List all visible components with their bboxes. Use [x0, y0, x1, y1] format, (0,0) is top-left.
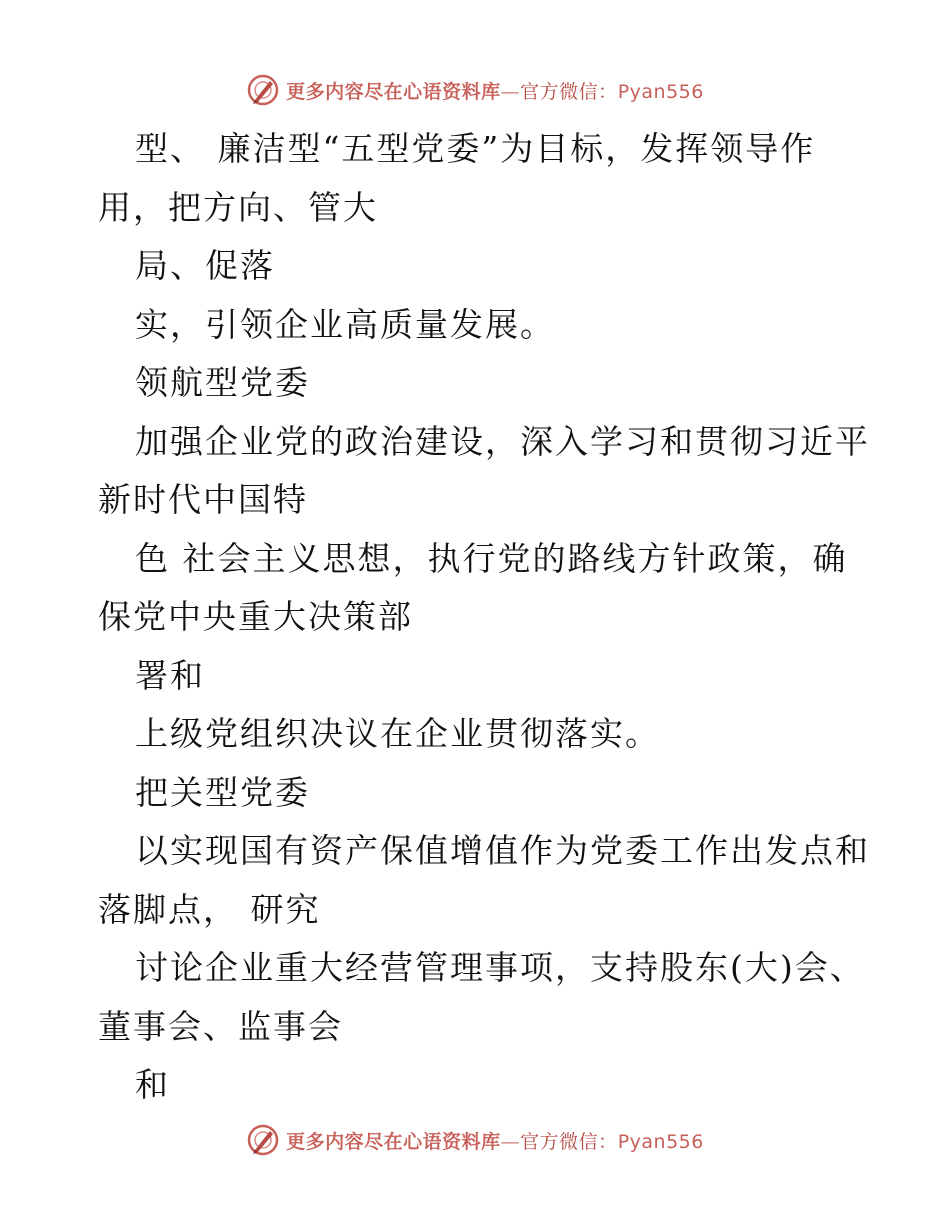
text-line: 讨论企业重大经营管理事项，支持股东(大)会、 [135, 948, 865, 987]
text-line: 把关型党委 [135, 772, 310, 812]
text-line: 保党中央重大决策部 [98, 597, 413, 636]
text-line: 色 社会主义思想，执行党的路线方针政策，确 [135, 538, 848, 578]
text-line: 实，引领企业高质量发展。 [135, 304, 555, 344]
watermark-text: 更多内容尽在心语资料库—官方微信：Pyan556 [286, 80, 704, 103]
footer-watermark [0, 1120, 950, 1160]
header-watermark [0, 70, 950, 110]
text-line: 署和 [135, 655, 205, 695]
document-body [98, 120, 898, 1115]
pen-logo-icon [246, 73, 280, 107]
text-line: 局、促落 [135, 246, 275, 285]
text-line: 新时代中国特 [98, 480, 308, 519]
text-line: 型、 廉洁型“五型党委”为目标，发挥领导作 [135, 129, 816, 168]
text-line: 以实现国有资产保值增值作为党委工作出发点和 [135, 831, 870, 870]
text-line: 加强企业党的政治建设，深入学习和贯彻习近平 [135, 421, 870, 461]
text-line: 董事会、监事会 [98, 1006, 343, 1046]
text-line: 领航型党委 [135, 363, 310, 402]
text-line: 落脚点， 研究 [98, 889, 321, 929]
pen-logo-icon [246, 1123, 280, 1157]
text-line: 上级党组织决议在企业贯彻落实。 [135, 714, 660, 753]
text-line: 和 [135, 1065, 170, 1104]
watermark-text: 更多内容尽在心语资料库—官方微信：Pyan556 [286, 1130, 704, 1153]
text-line: 用，把方向、管大 [98, 187, 378, 227]
